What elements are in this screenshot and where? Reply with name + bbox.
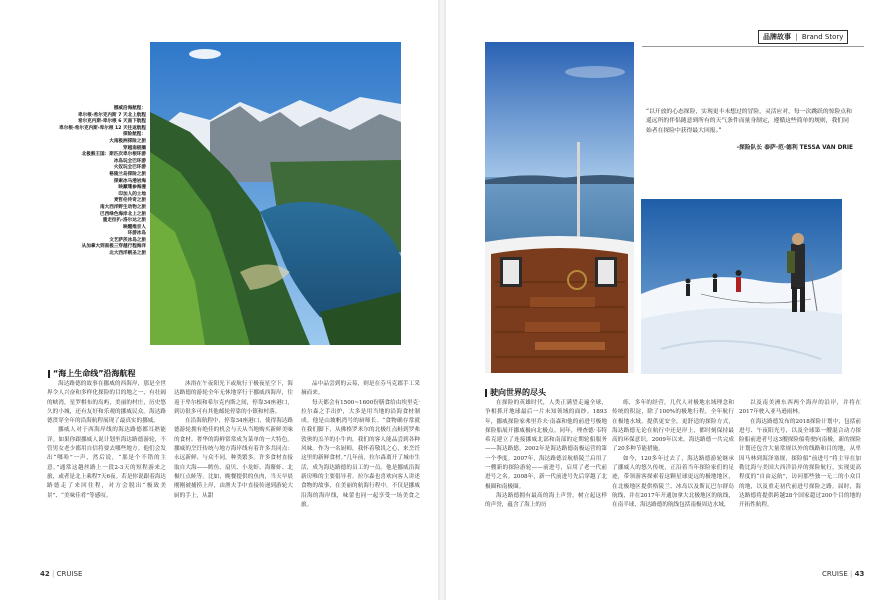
body-paragraph: 品中品尝到的云莓，则是在芬马克郡手工采摘而来。 <box>301 381 420 397</box>
route-caption-item: 南大西洋野生动物之旅 <box>100 204 146 210</box>
route-caption-item: 映醒维京人 <box>123 224 146 230</box>
route-caption-item: 探索冰马港岩海 <box>113 178 146 184</box>
quote-attribution: -探险队长 泰萨·范·德利 TESSA VAN DRIE <box>736 144 853 151</box>
route-caption-item: 穿越南极圈 <box>123 145 146 151</box>
right-heading-text: 驶向世界的尽头 <box>490 388 546 397</box>
heading-bar <box>485 389 487 397</box>
body-paragraph: 挪威人对于西海岸线的海达路德都耳熟能详。如果你跟挪威人说计划坐海达路德游轮，不管男女老少都用自信将要去哪些地方。他们会发出“哪哈”一声，然后说，“那是个不错的主意。”通常这趟丝路上一段2-3天的短程游来之旅，或者是北上乘程7天6夜。若是你说跟着海达路德走了来回往程，对方会脱出“极致美景”、“美味佳肴”等感叹。 <box>47 427 166 499</box>
route-caption-item: 巴西绿色海岸北上之旅 <box>100 211 146 217</box>
spine-gutter <box>438 0 446 600</box>
header-rule <box>642 46 864 47</box>
left-page-number: 42 <box>40 570 50 578</box>
route-caption-item: 印加人的土地 <box>118 191 146 197</box>
route-caption-item: 北大西洋朝圣之旅 <box>109 251 146 257</box>
body-paragraph: 如今，120多年过去了，海达路德游轮继承了挪威人的悠久传统，正沿着当年探险家们的足迹，带领游客探索着这颗星球更远的极地地区，在北极地区提供格陵兰、冰岛以及斯瓦巴尔群岛航线，并在2017年开通加拿大北极地区的航线，在南半球，海达路德的航线包括南极周边水域， <box>612 455 734 509</box>
right-folio: CRUISE | 43 <box>822 570 865 578</box>
snow-trekkers-photo <box>641 199 842 374</box>
route-caption-item: 格陵兰岛探险之旅 <box>109 171 146 177</box>
route-caption-item: 麦哲伦传奇之旅 <box>113 198 146 204</box>
body-paragraph: 沐浴在午夜阳光下或航行于极夜星空下，海达路德的游轮全年无休地穿行于挪威西海岸，往返于卑尔根和希尔克内斯之间，停靠34座港口，到访很多可有其他邮轮停靠的小镇和村落。 <box>174 381 293 415</box>
route-caption-item: 冰岛玩全巴环游 <box>113 158 146 164</box>
body-paragraph: 每天都会有1500~1600份膳食给由埃里克·拉尔森之手出炉，大多是用当地的沿海食材制成。他是山坡帆湾号的厨师长。“食物确存常就在我们脚下，从佛格罗米尔的北极红点鲑到罗弗敦奥的羔羊的小牛肉，我们的客人能品尝到各种风味。作为一名厨师，我怀着敬畏之心，来烹饪这里的新鲜食材。”几年前，拉尔森离开了城市生活，成为海达路德的员工的一员。他是挪威沿海新房唯的主要倡导者。拉尔森也喜欢向客人讲述食物的故事，在美丽的航海行程中，不仅是挪威沿海的海岸线，味蕾也同一起享受一场美食之旅。 <box>301 399 420 508</box>
route-caption-item: 北极熊王国：斯匹次卑尔根环游 <box>81 152 146 158</box>
route-caption-item: 重走拉扒-洛尔达之旅 <box>102 218 146 224</box>
route-caption-list <box>2 106 146 258</box>
body-paragraph: 在海达路德发布的2018探险计划中，包括前进号、午夜阳光号，以及全球第一艘混合动力探险船前进者号这3艘探险船将驶向南极，新的探险计划还包含大量常规以外的线路和目的地，从卑因马林到海泽塞规，探险船“前进号”将主导在加勒比海与美国大西洋沿岸的探险航行，实现更高程度的“自由运航”，访问那些独一无二的小众目的地，以及重走初代前进号探险之路。届时，海达路德将提供跨越28个国家超过200个目的地的开拓性航程。 <box>739 418 861 509</box>
brand-story-tag: 品牌故事 | Brand Story <box>758 30 848 44</box>
right-section-heading <box>485 387 546 398</box>
route-caption-item: 从加拿大到南极三穿越行程海洋 <box>81 244 146 250</box>
body-paragraph: 海达路德的故事在挪威的西海岸，那是全世界令人兴奋和多样化探险的目的地之一，有壮阔的峡湾，星罗棋布的岛屿，美丽的村庄，历史悠久的小城，还有友好和乐观的挪威民众。海达路德贯穿全年的沿海航程展现了最真实的挪威。 <box>47 381 166 425</box>
left-folio-label: CRUISE <box>56 570 83 578</box>
left-column-3 <box>301 380 420 561</box>
left-page <box>0 0 438 600</box>
body-paragraph: 在探险的英雄时代，人类正满望走遍全球，争相抓开地球最后一片未知领域的面纱。1893年，挪威探险家弗里乔夫·南森和他的前进号极地探险船展开挪威极向北极点。同年，理查德·韦特希克建立了连接挪威北部和南部的定期轮船服务——海达路德。2002年是海达路德南极运营的第一个季度。2007年，海达路德首航格陵兰启用了一艘新的探险游轮——前进号，启用了老一代前进号之名。2008年，新一代前进号先后穿越了北极圈和南极圈。 <box>485 400 607 490</box>
quote-block <box>646 108 853 153</box>
right-page-number: 43 <box>854 570 865 578</box>
body-paragraph: 在沿海航程中，停靠34座港口，使得海达路德游轮拥有绝佳的机会与天从当地购买新鲜美味的食材。奢华的海鲜常常成为菜单的一大特色。挪威的烹饪传统与地方海岸线有着许多共同点：永远新鲜、与众不同，种类繁多。许多食材直接取自大海——鳕鱼、扇贝、小龙虾、海鳌虾、北极红点鲑等。比如，晚餐提供的鱼肉，当天早晨刚刚被捕捞上岸，由渔夫手中直接传递到游轮大厨的手上，从甜 <box>174 418 293 499</box>
route-caption-item: 文艺萨茨冰岛之旅 <box>109 237 146 243</box>
quote-text: “以开放的心态探险，实现更丰未想过的冒险，灵活应对，每一次跳跃的惊险点和遥远所的伴侣随意到所有的天气条件而量身制定，遵循这些简单的规则，我们同始者在探险中获得最大回报。” <box>646 109 852 134</box>
ship-deck-photo <box>485 42 634 373</box>
right-folio-label: CRUISE <box>822 570 848 578</box>
route-caption-item: 环游冰岛 <box>127 231 146 237</box>
route-caption-item: 卑尔根-希尔克内斯-卑尔根 12 天往返航程 <box>59 125 146 131</box>
right-column-1 <box>485 399 607 561</box>
body-paragraph: 练，多年的经营，几代人对极地水域理念和传统的积淀，除了100%的极地行程，全年航行在极地水域，提供更安全，更舒适的探险方式，海达路德无论在航行中还是岸上，都时刻保持最高的环保意识。2009年以来，海达路德一共完成了20多种节能措施。 <box>612 400 734 453</box>
route-caption-item: 卑尔根-希尔克内斯 7 天北上航程 <box>77 112 146 118</box>
route-caption-item: 探险航程： <box>123 132 146 138</box>
body-paragraph: 海达路德拥有最高的海上声誉，树立起这样的声誉，蕴含了海上的历 <box>485 492 607 509</box>
left-column-2 <box>174 380 293 561</box>
fjord-illustration <box>150 42 401 345</box>
snow-trekkers-illustration <box>641 199 842 374</box>
route-caption-item: 映藏珊参海漫 <box>118 185 146 191</box>
left-column-1 <box>47 380 166 561</box>
left-heading-text: “海上生命线”沿海航程 <box>53 369 136 378</box>
route-caption-item: 挪威沿海航程： <box>113 106 146 111</box>
right-column-2 <box>612 399 734 561</box>
heading-bar <box>48 370 50 378</box>
body-paragraph: 以及南美洲东西两个海岸的沿岸，并将在2017年驶入亚马逊雨林。 <box>739 400 861 416</box>
route-caption-item: 大南极洲探险之旅 <box>109 138 146 144</box>
right-column-3 <box>739 399 861 561</box>
brand-tag-zh: 品牌故事 <box>763 33 791 41</box>
right-page <box>446 0 884 600</box>
ship-deck-illustration <box>485 42 634 373</box>
left-section-heading <box>48 368 136 379</box>
route-caption-item: 希尔克内斯-卑尔根 6 天南下航程 <box>77 119 146 125</box>
brand-tag-en: Brand Story <box>801 33 844 41</box>
route-caption-item: 火奴玩全巴环游 <box>113 165 146 171</box>
fjord-photo <box>150 42 401 345</box>
left-folio: 42 | CRUISE <box>40 570 83 578</box>
